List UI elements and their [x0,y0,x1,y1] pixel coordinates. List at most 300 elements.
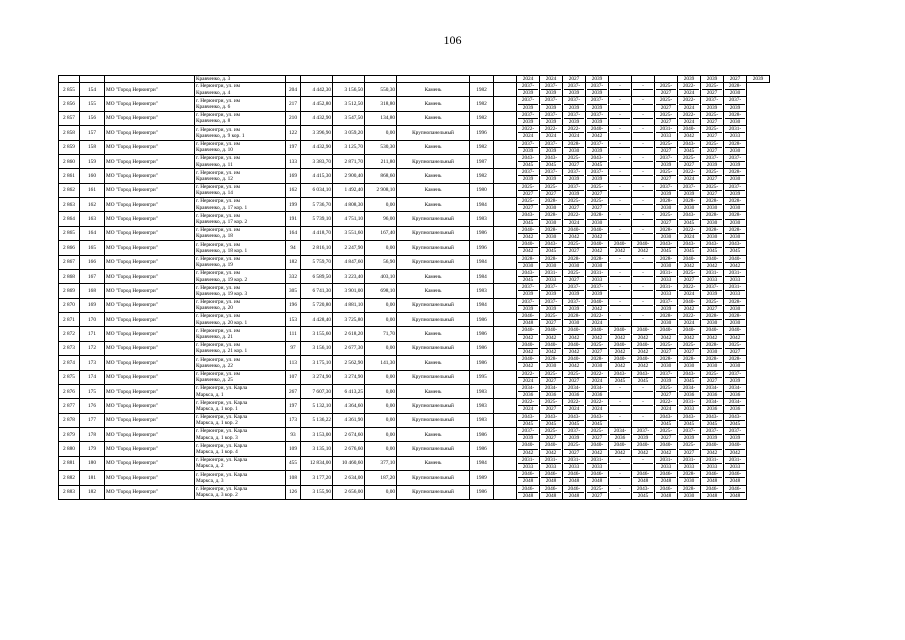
period-start: 2028- [725,169,745,176]
empty-cell [494,471,517,485]
empty-cell [494,370,517,384]
address-cell [195,226,286,240]
period-start: 2025- [656,385,676,392]
period-cell [563,313,586,327]
wall-material-cell: Крупнопанельный [397,241,470,255]
period-cell [655,97,678,111]
period-start: 2040- [518,327,538,334]
address-line: г. Нерюнгри, ул. им [196,342,241,349]
period-end: 2039 [522,147,534,154]
period-cell [678,298,701,312]
floors-cell: 197 [286,399,301,413]
period-end [633,406,653,412]
row-number-cell: 2 874 [59,356,80,370]
address-line: г. Нерюнгри, ул. Карла [196,442,248,449]
empty-cell [494,413,517,427]
period-cell [609,313,632,327]
period-cell [632,140,655,154]
period-end: 2042 [660,334,672,341]
period-start: 2037- [725,428,745,435]
address-cell [195,413,286,427]
address-line: г. Нерюнгри, ул. им [196,212,241,219]
row-number-cell: 2 877 [59,399,80,413]
period-cell [724,442,747,456]
total-area-cell: 12 834,00 [301,456,333,470]
period-cell [517,399,540,413]
period-cell [540,298,563,312]
period-cell [655,442,678,456]
period-start: 2031- [702,270,722,277]
period-cell [632,198,655,212]
period-end: 2042 [706,262,718,269]
period-cell [563,226,586,240]
period-end: 2042 [568,334,580,341]
row-number-cell: 2 864 [59,212,80,226]
period-start: 2028- [725,112,745,119]
address-cell [195,111,286,125]
period-end: 2027 [568,205,580,212]
period-cell [540,428,563,442]
period-end: 2027 [660,219,672,226]
municipality-cell: МО "Город Нерюнгри" [105,126,195,140]
period-end: 2024 [683,291,695,298]
row-number-cell: 2 856 [59,97,80,111]
period-cell [655,356,678,370]
period-cell [540,456,563,470]
row-number-cell: 2 875 [59,370,80,384]
period-end: 2039 [522,305,534,312]
period-start: 2037- [541,83,561,90]
period-start: 2025- [541,313,561,320]
period-start: - [633,155,653,162]
period-cell [632,485,655,499]
period-cell [563,399,586,413]
period-start: 2025- [702,184,722,191]
period-end: 2042 [660,449,672,456]
address-line: Кравченко, д. 18 [196,233,233,240]
period-start: 2031- [679,399,699,406]
total-area-cell: 5 136,22 [301,413,333,427]
row-index-cell: 171 [80,327,105,341]
period-cell [517,456,540,470]
nonliving-area-cell: 0,00 [365,341,397,355]
municipality-cell: МО "Город Нерюнгри" [105,198,195,212]
period-end: 2033 [729,277,741,284]
total-area-cell: 4 432,90 [301,111,333,125]
address-line: г. Нерюнгри, ул. им [196,313,241,320]
period-end: 2048 [706,492,718,499]
floors-cell: 267 [286,384,301,398]
period-cell [724,83,747,97]
period-start: - [633,97,653,104]
period-start: 2040- [610,356,630,363]
total-area-cell: 4 418,70 [301,226,333,240]
table-row [59,471,770,485]
total-area-cell: 5 720,80 [301,298,333,312]
period-cell [655,183,678,197]
period-start: 2028- [587,356,607,363]
period-start: 2022- [518,126,538,133]
municipality-cell: МО "Город Нерюнгри" [105,399,195,413]
address-cell [195,428,286,442]
period-cell [563,413,586,427]
period-start: 2037- [564,169,584,176]
nonliving-area-cell: 211,80 [365,154,397,168]
row-index-cell: 176 [80,399,105,413]
municipality-cell: МО "Город Нерюнгри" [105,456,195,470]
living-area-cell: 3 156,50 [333,83,365,97]
period-end: 2024 [522,377,534,384]
municipality-cell: МО "Город Нерюнгри" [105,284,195,298]
period-end: 2036 [683,392,695,399]
period-end: 2048 [568,492,580,499]
period-cell [655,76,678,83]
period-end [610,263,630,269]
floors-cell: 97 [286,341,301,355]
nonliving-area-cell: 530,30 [365,140,397,154]
period-end: 2030 [706,205,718,212]
period-start: 2025- [656,112,676,119]
period-start: 2043- [587,155,607,162]
period-end [610,392,630,398]
period-end: 2042 [591,133,603,140]
total-area-cell: 3 175,10 [301,356,333,370]
period-end: 2042 [614,348,626,355]
year-cell: 1984 [470,255,494,269]
period-cell [609,284,632,298]
period-start: 2037- [541,299,561,306]
row-number-cell: 2 855 [59,83,80,97]
period-start: 2022- [679,112,699,119]
period-cell [724,226,747,240]
period-end: 2024 [568,219,580,226]
period-end: 2024 [683,90,695,97]
period-end: 2027 [591,492,603,499]
period-cell [517,226,540,240]
period-end: 2042 [637,449,649,456]
period-end: 2027 [660,104,672,111]
wall-material-cell: Камень [397,284,470,298]
period-start: 2037- [564,83,584,90]
period-start: 2025- [564,155,584,162]
period-end: 2042 [683,133,695,140]
period-cell [517,313,540,327]
address-line: г. Нерюнгри, ул. им [196,227,241,234]
empty-cell [494,456,517,470]
period-start: 2046- [564,486,584,493]
period-start: - [610,284,630,291]
period-cell [586,255,609,269]
municipality-cell: МО "Город Нерюнгри" [105,356,195,370]
period-cell [586,413,609,427]
period-end: 2030 [522,262,534,269]
nonliving-area-cell: 141,30 [365,356,397,370]
period-cell [609,212,632,226]
period-start: 2028- [518,256,538,263]
period-end [610,90,630,96]
period-cell [586,428,609,442]
period-start: 2028- [725,212,745,219]
period-cell [701,183,724,197]
period-end: 2024 [522,406,534,413]
address-line: Кравченко, д. 14 [196,190,233,197]
period-end: 2042 [522,449,534,456]
period-end: 2033 [660,277,672,284]
period-start: 2046- [656,471,676,478]
period-end: 2042 [545,334,557,341]
period-start: 2040- [633,241,653,248]
year-cell: 1983 [470,284,494,298]
row-number-cell: 2 859 [59,140,80,154]
period-end: 2039 [568,305,580,312]
period-start: 2037- [702,428,722,435]
period-cell [655,384,678,398]
period-cell [655,456,678,470]
period-start: - [610,126,630,133]
period-end [610,133,630,139]
period-cell [632,384,655,398]
nonliving-area-cell: 698,10 [365,284,397,298]
period-end: 2024 [683,320,695,327]
period-cell [540,284,563,298]
period-cell [655,341,678,355]
period-cell [609,255,632,269]
address-line: г. Нерюнгри, ул. им [196,140,241,147]
living-area-cell: 3 901,00 [333,284,365,298]
period-cell [609,413,632,427]
wall-material-cell: Камень [397,183,470,197]
period-cell [517,111,540,125]
period-cell [632,97,655,111]
address-line: г. Нерюнгри, ул. Карла [196,485,248,492]
period-start: 2040- [656,442,676,449]
address-line: г. Нерюнгри, ул. им [196,184,241,191]
period-end [610,105,630,111]
period-cell [724,255,747,269]
period-cell [678,471,701,485]
period-start: 2046- [633,471,653,478]
period-end: 2039 [660,162,672,169]
period-cell [540,154,563,168]
period-end: 2027 [568,277,580,284]
period-end: 2039 [591,90,603,97]
period-end: 2045 [545,162,557,169]
period-end: 2039 [706,435,718,442]
period-start: 2025- [656,169,676,176]
address-line: Кравченко, д. 18 кор. 1 [196,247,248,254]
period-start: 2025- [564,442,584,449]
period-end: 2027 [545,190,557,197]
floors-cell: 196 [286,298,301,312]
period-start: 2043- [518,212,538,219]
period-end: 2039 [522,435,534,442]
year-cell: 1984 [470,198,494,212]
floors-cell: 153 [286,313,301,327]
total-area-cell: 6 034,10 [301,183,333,197]
period-cell [701,255,724,269]
address-line: г. Нерюнгри, ул. им [196,83,241,90]
municipality-cell: МО "Город Нерюнгри" [105,384,195,398]
table-row [59,356,770,370]
table-row [59,169,770,183]
address-cell [195,126,286,140]
period-cell [517,241,540,255]
period-end [633,306,653,312]
period-start: 2022- [587,371,607,378]
address-line: г. Нерюнгри, ул. им [196,356,241,363]
period-start: - [633,399,653,406]
period-end: 2024 [683,176,695,183]
period-cell [701,485,724,499]
floors-cell: 164 [286,226,301,240]
period-cell [586,83,609,97]
address-line: г. Нерюнгри, ул. Карла [196,385,248,392]
period-start: 2025- [564,241,584,248]
period-cell [701,284,724,298]
period-start: - [610,212,630,219]
period-cell [655,226,678,240]
period-cell [517,471,540,485]
wall-material-cell: Крупнопанельный [397,471,470,485]
table-row [59,154,770,168]
period-start: 2031- [702,457,722,464]
row-number-cell: 2 881 [59,456,80,470]
period-start: 2040- [587,227,607,234]
address-line: Кравченко, д. 11 [196,161,233,168]
table-row [59,298,770,312]
period-end: 2045 [683,248,695,255]
period-cell [609,356,632,370]
living-area-cell: 2 247,90 [333,241,365,255]
period-cell [563,169,586,183]
period-start: 2025- [656,141,676,148]
table-row [59,399,770,413]
period-end: 2030 [591,219,603,226]
address-line: г. Нерюнгри, ул. им [196,97,241,104]
period-start: 2040- [518,241,538,248]
period-cell [678,154,701,168]
period-cell [678,399,701,413]
total-area-cell: 3 155,60 [301,327,333,341]
period-start: 2040- [725,327,745,334]
period-start: 2040- [679,256,699,263]
period-cell [540,485,563,499]
total-area-cell: 5 736,70 [301,198,333,212]
period-end: 2030 [729,219,741,226]
period-cell [517,126,540,140]
period-end: 2033 [522,463,534,470]
year-cell: 1984 [470,298,494,312]
period-end: 2036 [522,392,534,399]
row-index-cell: 177 [80,413,105,427]
period-cell [701,111,724,125]
row-index-cell: 164 [80,226,105,240]
register-table-body [59,76,770,500]
period-start: 2046- [702,486,722,493]
period-cell [701,241,724,255]
period-cell: 2024 [540,76,563,83]
period-cell [540,183,563,197]
address-line: Кравченко, д. 22 [196,362,233,369]
period-start: 2022- [679,97,699,104]
period-cell [678,327,701,341]
period-end: 2036 [614,435,626,442]
period-start: 2046- [541,471,561,478]
period-end: 2027 [545,377,557,384]
period-end: 2027 [660,118,672,125]
row-index-cell: 163 [80,212,105,226]
period-start: 2040- [587,126,607,133]
period-cell [724,327,747,341]
year-cell: 1984 [470,269,494,283]
period-end: 2030 [706,219,718,226]
period-cell [632,327,655,341]
row-index-cell: 160 [80,169,105,183]
period-end: 2030 [683,363,695,370]
total-area-cell: 3 177,20 [301,471,333,485]
period-start: 2037- [587,97,607,104]
period-cell [609,428,632,442]
period-end: 2039 [522,104,534,111]
period-cell [678,255,701,269]
period-start: 2028- [541,227,561,234]
period-start: 2040- [610,327,630,334]
period-end: 2048 [637,478,649,485]
period-start: 2037- [679,428,699,435]
period-start: 2037- [564,284,584,291]
empty-cell [494,313,517,327]
period-cell: 2024 [517,76,540,83]
period-cell [724,154,747,168]
living-area-cell: 3 551,60 [333,226,365,240]
nonliving-area-cell: 318,80 [365,97,397,111]
period-cell [586,370,609,384]
table-row [59,413,770,427]
period-start: 2043- [679,414,699,421]
period-start: 2040- [725,256,745,263]
period-end: 2042 [568,363,580,370]
address-cell [195,399,286,413]
row-number-cell: 2 876 [59,384,80,398]
period-start: 2028- [541,356,561,363]
period-start: 2040- [702,327,722,334]
period-end: 2045 [660,420,672,427]
address-line: г. Нерюнгри, ул. им [196,255,241,262]
period-cell [632,313,655,327]
period-cell [724,212,747,226]
period-end [610,162,630,168]
period-end: 2039 [568,291,580,298]
address-cell [195,97,286,111]
period-end: 2048 [591,478,603,485]
period-cell [678,126,701,140]
period-end: 2036 [545,392,557,399]
period-cell [586,126,609,140]
period-cell [609,485,632,499]
period-end: 2027 [706,305,718,312]
period-end: 2039 [729,190,741,197]
period-start: 2043- [702,241,722,248]
period-start: 2028- [679,198,699,205]
period-cell [586,485,609,499]
period-cell [701,298,724,312]
nonliving-area-cell: 71,70 [365,327,397,341]
period-start: 2025- [702,169,722,176]
period-cell [609,154,632,168]
address-line: Кравченко, д. 6 [196,104,231,111]
period-start: 2028- [587,212,607,219]
period-end: 2042 [683,262,695,269]
